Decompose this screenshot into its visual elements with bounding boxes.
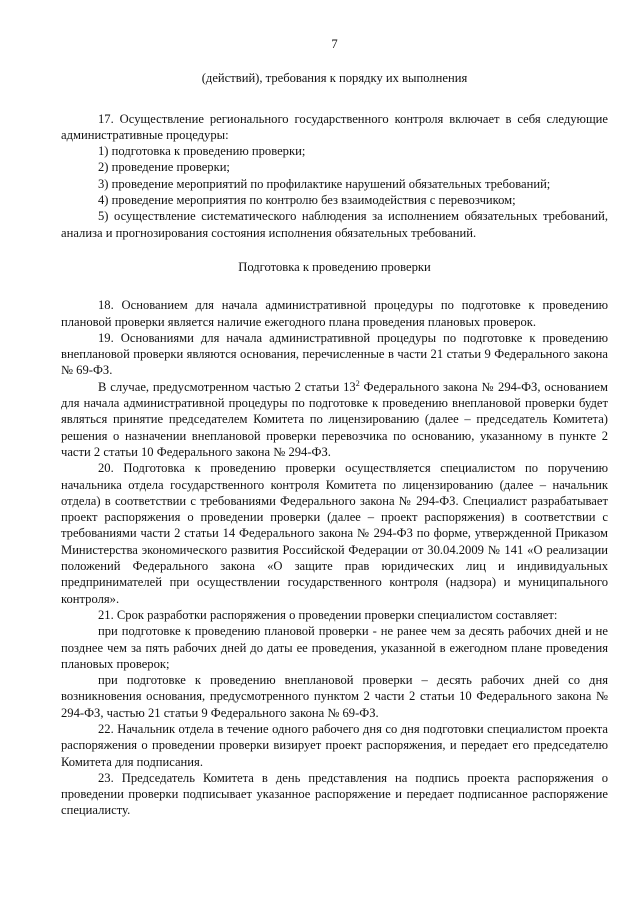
list-item: 5) осуществление систематического наблюдения за исполнением обязательных требований, анализа и прогнозирования состояния исполнения обязательных требований. — [61, 209, 608, 240]
paragraph-21-intro: 21. Срок разработки распоряжения о проведении проверки специалистом составляет: — [98, 607, 558, 622]
list-item: 2) проведение проверки; — [98, 160, 230, 175]
paragraph-17-intro: 17. Осуществление регионального государственного контроля включает в себя следующие административные процедуры: — [61, 111, 608, 142]
list-item: 3) проведение мероприятий по профилактике нарушений обязательных требований; — [98, 176, 551, 191]
paragraph-23: 23. Председатель Комитета в день представления на подпись проекта распоряжения о проведении проверки подписывает указанное распоряжение и передает подписанное распоряжение специалисту. — [61, 770, 608, 818]
paragraph-18: 18. Основанием для начала административной процедуры по подготовке к проведению плановой проверки является наличие ежегодного плана проведения плановых проверок. — [61, 298, 608, 329]
paragraph-19: 19. Основаниями для начала административной процедуры по подготовке к проведению внеплановой проверки являются основания, перечисленные в части 21 статьи 9 Федерального закона № 69-ФЗ. — [61, 330, 608, 378]
paragraph-20: 20. Подготовка к проведению проверки осуществляется специалистом по поручению начальника отдела государственного контроля Комитета по лицензированию (далее – начальник отдела) в соответствии с требованиями Федерального закона № 294-ФЗ. Специалист разрабатывает проект распоряжения о проведении проверки (далее – проект распоряжения) в соответствии с требованиями части 2 статьи 14 Федерального закона № 294-ФЗ по форме, утвержденной Приказом Министерства экономического развития Российской Федерации от 30.04.2009 № 141 «О реализации положений Федерального закона «О защите прав юридических лиц и индивидуальных предпринимателей при осуществлении государственного контроля (надзора) и муниципального контроля». — [61, 461, 608, 606]
paragraph-21-unplanned: при подготовке к проведению внеплановой проверки – десять рабочих дней со дня возникновения основания, предусмотренного пунктом 2 части 2 статьи 10 Федерального закона № 294-ФЗ, частью 21 статьи 9 Федерального закона № 69-ФЗ. — [61, 673, 608, 720]
paragraph-22: 22. Начальник отдела в течение одного рабочего дня со дня подготовки специалистом проекта распоряжения о проведении проверки визирует проект распоряжения, и передает его председателю Комитета для подписания. — [61, 721, 608, 769]
paragraph-19-case-after: Федерального закона № 294-ФЗ, основанием для начала административной процедуры по подготовке к проведению внеплановой проверки будет являться принятие председателем Комитета по лицензированию (далее – председатель Комитета) решения о назначении внеплановой проверки перевозчика по основанию, указанному в пункте 2 части 2 статьи 10 Федерального закона № 294-ФЗ. — [61, 379, 608, 459]
paragraph-21-planned: при подготовке к проведению плановой проверки - не ранее чем за десять рабочих дней и не позднее чем за пять рабочих дней до даты ее проведения, указанной в ежегодном плане проведения плановых проверок; — [61, 624, 608, 671]
section-header-continuation: (действий), требования к порядку их выполнения — [201, 71, 468, 86]
paragraph-19-case — [61, 379, 608, 460]
superscript-article-number: 2 — [355, 378, 360, 388]
section-title: Подготовка к проведению проверки — [238, 259, 431, 274]
paragraph-19-case-before: В случае, предусмотренном частью 2 статьи 13 — [98, 379, 356, 394]
page-number: 7 — [331, 37, 338, 51]
list-item: 4) проведение мероприятия по контролю без взаимодействия с перевозчиком; — [98, 193, 516, 208]
document-page — [61, 36, 608, 819]
list-item: 1) подготовка к проведению проверки; — [98, 144, 306, 159]
